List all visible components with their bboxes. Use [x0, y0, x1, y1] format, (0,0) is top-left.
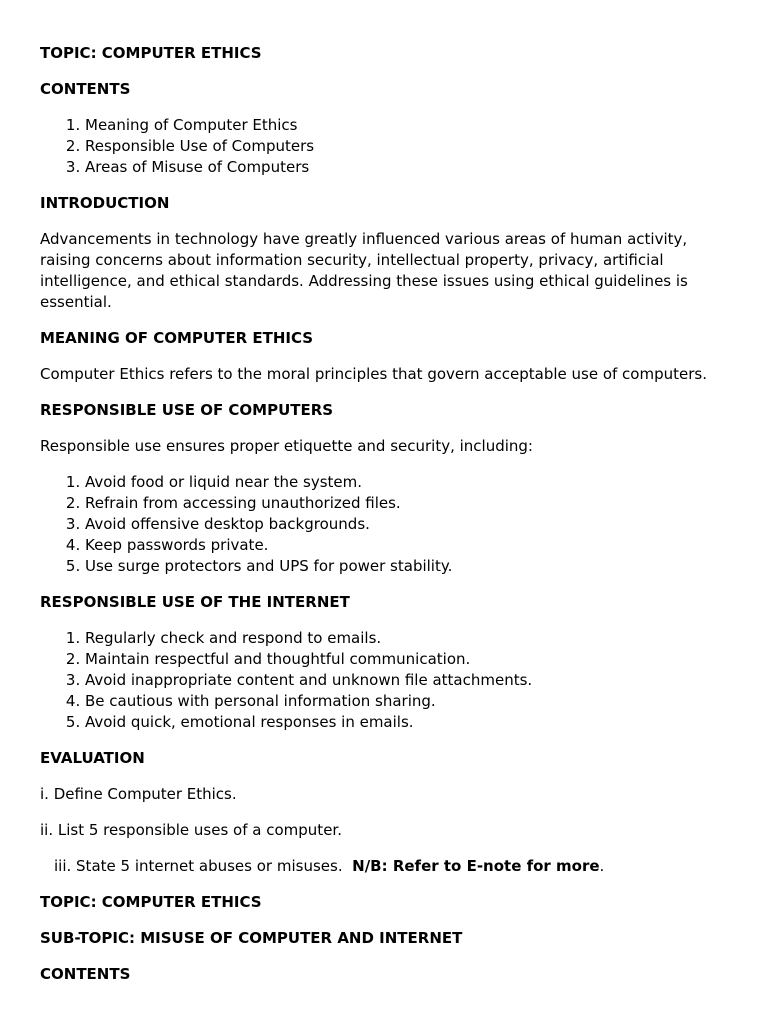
list-item: 1. Regularly check and respond to emails.: [85, 628, 728, 649]
topic-title: TOPIC: COMPUTER ETHICS: [40, 44, 262, 62]
responsible-computers-heading: RESPONSIBLE USE OF COMPUTERS: [40, 401, 334, 419]
list-item: 1. Avoid food or liquid near the system.: [85, 472, 728, 493]
subtopic-title: SUB-TOPIC: MISUSE OF COMPUTER AND INTERNET: [40, 929, 463, 947]
list-item: 4. Be cautious with personal information sharing.: [85, 691, 728, 712]
evaluation-question-2: ii. List 5 responsible uses of a computer.: [40, 821, 342, 839]
list-item: 4. Keep passwords private.: [85, 535, 728, 556]
list-item: 1. Meaning of Computer Ethics: [85, 115, 728, 136]
responsible-internet-list: [40, 628, 728, 733]
evaluation-heading: EVALUATION: [40, 749, 145, 767]
topic-title-2: TOPIC: COMPUTER ETHICS: [40, 893, 262, 911]
evaluation-question-1: i. Define Computer Ethics.: [40, 785, 237, 803]
meaning-paragraph: Computer Ethics refers to the moral principles that govern acceptable use of computers.: [40, 365, 707, 383]
list-item: 3. Avoid offensive desktop backgrounds.: [85, 514, 728, 535]
list-item: 2. Responsible Use of Computers: [85, 136, 728, 157]
contents-heading: CONTENTS: [40, 80, 131, 98]
list-item: 2. Maintain respectful and thoughtful communication.: [85, 649, 728, 670]
list-item: 2. Refrain from accessing unauthorized files.: [85, 493, 728, 514]
contents-list: [40, 115, 728, 178]
responsible-computers-list: [40, 472, 728, 577]
responsible-internet-heading: RESPONSIBLE USE OF THE INTERNET: [40, 593, 350, 611]
list-item: 5. Avoid quick, emotional responses in emails.: [85, 712, 728, 733]
introduction-paragraph: Advancements in technology have greatly influenced various areas of human activity, raising concerns about information security, intellectual property, privacy, artificial intelligence, and ethical standards. Addressing these issues using ethical guidelines is essential.: [40, 230, 688, 311]
contents-heading-2: CONTENTS: [40, 965, 131, 983]
list-item: 5. Use surge protectors and UPS for power stability.: [85, 556, 728, 577]
evaluation-question-3-line: [40, 856, 728, 877]
responsible-computers-intro: Responsible use ensures proper etiquette and security, including:: [40, 437, 533, 455]
meaning-heading: MEANING OF COMPUTER ETHICS: [40, 329, 314, 347]
introduction-heading: INTRODUCTION: [40, 194, 170, 212]
evaluation-note-end: .: [599, 857, 605, 875]
list-item: 3. Areas of Misuse of Computers: [85, 157, 728, 178]
evaluation-note: N/B: Refer to E-note for more: [352, 857, 600, 875]
evaluation-question-3: iii. State 5 internet abuses or misuses.: [54, 857, 343, 875]
list-item: 3. Avoid inappropriate content and unknown file attachments.: [85, 670, 728, 691]
